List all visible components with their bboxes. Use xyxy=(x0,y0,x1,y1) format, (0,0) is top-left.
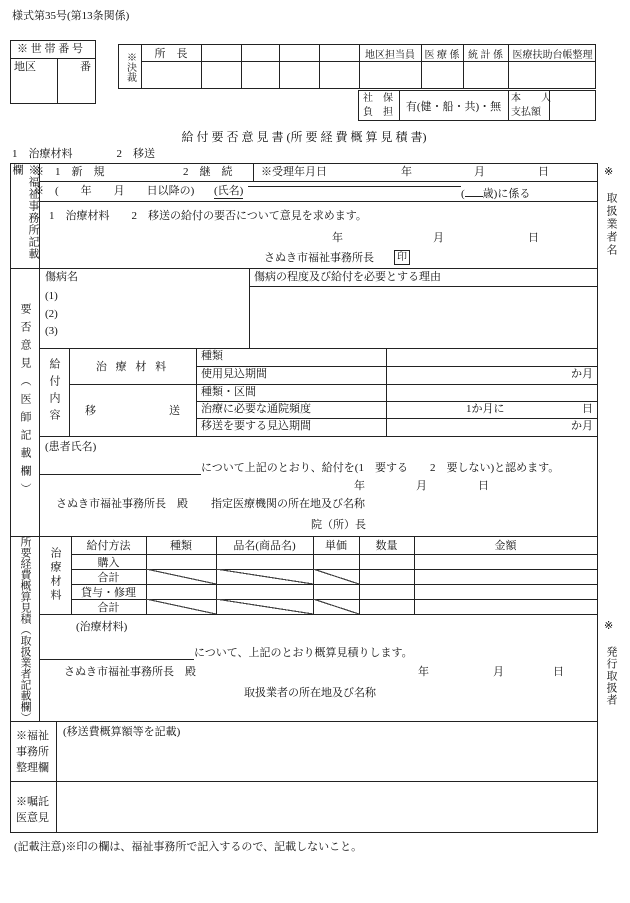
office-organize-label-3: 整理欄 xyxy=(16,762,49,774)
name-blank-line xyxy=(248,186,461,187)
row-visit-freq-unit: 日 xyxy=(582,403,593,415)
issuer-mark: ※ xyxy=(604,620,614,632)
main-table xyxy=(10,163,598,833)
row-visit-freq-value: 1か月に xyxy=(466,403,505,415)
office-organize-label-1: ※福祉 xyxy=(16,730,49,742)
treatment-material-label: 治 療 材 料 xyxy=(95,361,170,373)
household-number-header: ※ 世 帯 番 号 xyxy=(17,43,83,55)
row-transport-period-unit: か月 xyxy=(571,420,593,432)
side-label-opinion: 要否意見（医師記載欄） xyxy=(19,303,31,501)
seal-mark: 印 xyxy=(394,250,410,265)
transport-char-l: 移 xyxy=(85,405,96,417)
doctor-statement: について上記のとおり、給付を(1 要する 2 要しない)と認めます。 xyxy=(201,462,560,474)
c-statement: について、上記のとおり概算見積りします。 xyxy=(194,647,413,659)
category-line: 1 治療材料 2 移送 xyxy=(12,148,155,160)
col-kind-header: 種類 xyxy=(170,540,192,552)
diagonal-cell xyxy=(146,599,216,614)
age-blank xyxy=(465,185,483,197)
a-day: 日 xyxy=(528,232,539,244)
diagonal-cell xyxy=(146,569,216,584)
row-purchase-label: 購入 xyxy=(97,556,120,569)
number-label: 番 xyxy=(80,61,91,73)
age-open: ( xyxy=(461,188,465,200)
b-org-label: 指定医療機関の所在地及び名称 xyxy=(211,498,365,510)
c-dealer-label: 取扱業者の所在地及び名称 xyxy=(244,687,376,699)
a-year: 年 xyxy=(332,232,343,244)
approval-box xyxy=(118,44,596,89)
row-total2-label: 合計 xyxy=(97,601,120,614)
doctor-opinion-label-1: ※嘱託 xyxy=(16,796,49,808)
diagonal-cell xyxy=(313,599,359,614)
form-title: 給 付 要 否 意 見 書 (所 要 経 費 概 算 見 積 書) xyxy=(181,130,427,144)
insurance-options: 有(健・船・共)・無 xyxy=(405,100,502,113)
issuer-vertical-label: 発行取扱者 xyxy=(605,646,617,706)
insurance-box xyxy=(358,90,596,121)
insurance-burden-line2: 負 担 xyxy=(363,107,393,118)
request-text: 1 治療材料 2 移送の給付の要否について意見を求めます。 xyxy=(49,210,367,222)
a-month: 月 xyxy=(433,232,444,244)
b-month: 月 xyxy=(416,480,427,492)
district-label: 地区 xyxy=(14,61,36,73)
row-use-period-unit: か月 xyxy=(571,368,593,380)
approval-statistics-header: 統 計 係 xyxy=(468,49,503,61)
b-head-label: 院（所）長 xyxy=(311,519,366,531)
disease-2: (2) xyxy=(45,308,58,320)
footer-note: (記載注意)※印の欄は、福祉事務所で記入するので、記載しないこと。 xyxy=(14,841,363,853)
age-close: 歳)に係る xyxy=(482,188,531,200)
c-blank-line xyxy=(39,659,194,660)
a-director: さぬき市福祉事務所長 xyxy=(264,252,374,264)
row-total1-label: 合計 xyxy=(97,571,120,584)
self-pay-line1: 本 人 xyxy=(511,93,551,104)
col-unit-price-header: 単価 xyxy=(325,540,347,552)
self-pay-line2: 支払額 xyxy=(511,107,541,118)
office-organize-label-2: 事務所 xyxy=(16,746,49,758)
approval-ledger-header: 医療扶助台帳整理 xyxy=(512,49,593,61)
office-organize-content: (移送費概算額等を記載) xyxy=(63,726,181,738)
age-text xyxy=(461,185,530,201)
side-label-welfare-office: ※福祉事務所記載欄 xyxy=(11,164,39,260)
dealer-name-mark: ※ xyxy=(604,166,614,178)
since-date-text: ※ ( 年 月 日以降の) xyxy=(33,185,195,197)
approval-side-label: ※決裁 xyxy=(124,51,136,82)
disease-header: 傷病名 xyxy=(45,271,78,283)
approval-chief-header: 所 長 xyxy=(154,48,188,60)
row-kind-label: 種類 xyxy=(201,350,223,362)
new-option: ※ 1 新 規 xyxy=(33,166,105,178)
b-to-director: さぬき市福祉事務所長 殿 xyxy=(56,498,188,510)
side-label-estimate: 所要経費概算見積（取扱業者記載欄） xyxy=(19,536,31,723)
accept-date-label: ※受理年月日 xyxy=(261,166,327,178)
col-quantity-header: 数量 xyxy=(375,540,398,552)
b-day: 日 xyxy=(478,480,489,492)
col-product-header: 品名(商品名) xyxy=(233,540,296,552)
benefit-content-label: 給付内容 xyxy=(48,358,60,426)
c-year: 年 xyxy=(418,666,429,678)
row-visit-freq-label: 治療に必要な通院頻度 xyxy=(201,403,311,415)
reason-header: 傷病の程度及び給付を必要とする理由 xyxy=(254,271,441,283)
col-method-header: 給付方法 xyxy=(86,540,131,552)
diagonal-cell xyxy=(216,569,313,584)
transport-label xyxy=(69,384,196,436)
c-material-note: (治療材料) xyxy=(76,621,128,633)
name-label: (氏名) xyxy=(214,185,244,197)
doctor-opinion-label-2: 医意見 xyxy=(16,812,49,824)
transport-char-r: 送 xyxy=(169,405,180,417)
row-kind-section-label: 種類・区間 xyxy=(201,386,256,398)
c-month: 月 xyxy=(493,666,504,678)
insurance-burden-line1: 社 保 xyxy=(363,93,393,104)
material-side-label: 治療材料 xyxy=(49,547,61,603)
diagonal-cell xyxy=(313,569,359,584)
row-use-period-label: 使用見込期間 xyxy=(201,368,267,380)
diagonal-cell xyxy=(216,599,313,614)
c-day: 日 xyxy=(553,666,564,678)
household-number-box xyxy=(10,40,96,104)
row-rental-repair-label: 貸与・修理 xyxy=(81,586,136,599)
row-transport-period-label: 移送を要する見込期間 xyxy=(201,420,311,432)
b-year: 年 xyxy=(354,480,365,492)
c-to-director: さぬき市福祉事務所長 殿 xyxy=(64,666,196,678)
col-amount-header: 金額 xyxy=(494,540,517,552)
patient-name-line xyxy=(39,474,201,475)
continue-option: 2 継 続 xyxy=(183,166,233,178)
accept-month: 月 xyxy=(474,166,485,178)
approval-medical-header: 医 療 係 xyxy=(424,49,460,61)
patient-name-label: (患者氏名) xyxy=(45,441,97,453)
form-number: 様式第35号(第13条関係) xyxy=(12,10,130,22)
disease-3: (3) xyxy=(45,325,58,337)
disease-1: (1) xyxy=(45,290,58,302)
approval-district-staff-header: 地区担当員 xyxy=(365,49,415,61)
accept-day: 日 xyxy=(538,166,549,178)
dealer-name-vertical-label: 取扱業者名 xyxy=(605,192,617,257)
accept-year: 年 xyxy=(401,166,412,178)
